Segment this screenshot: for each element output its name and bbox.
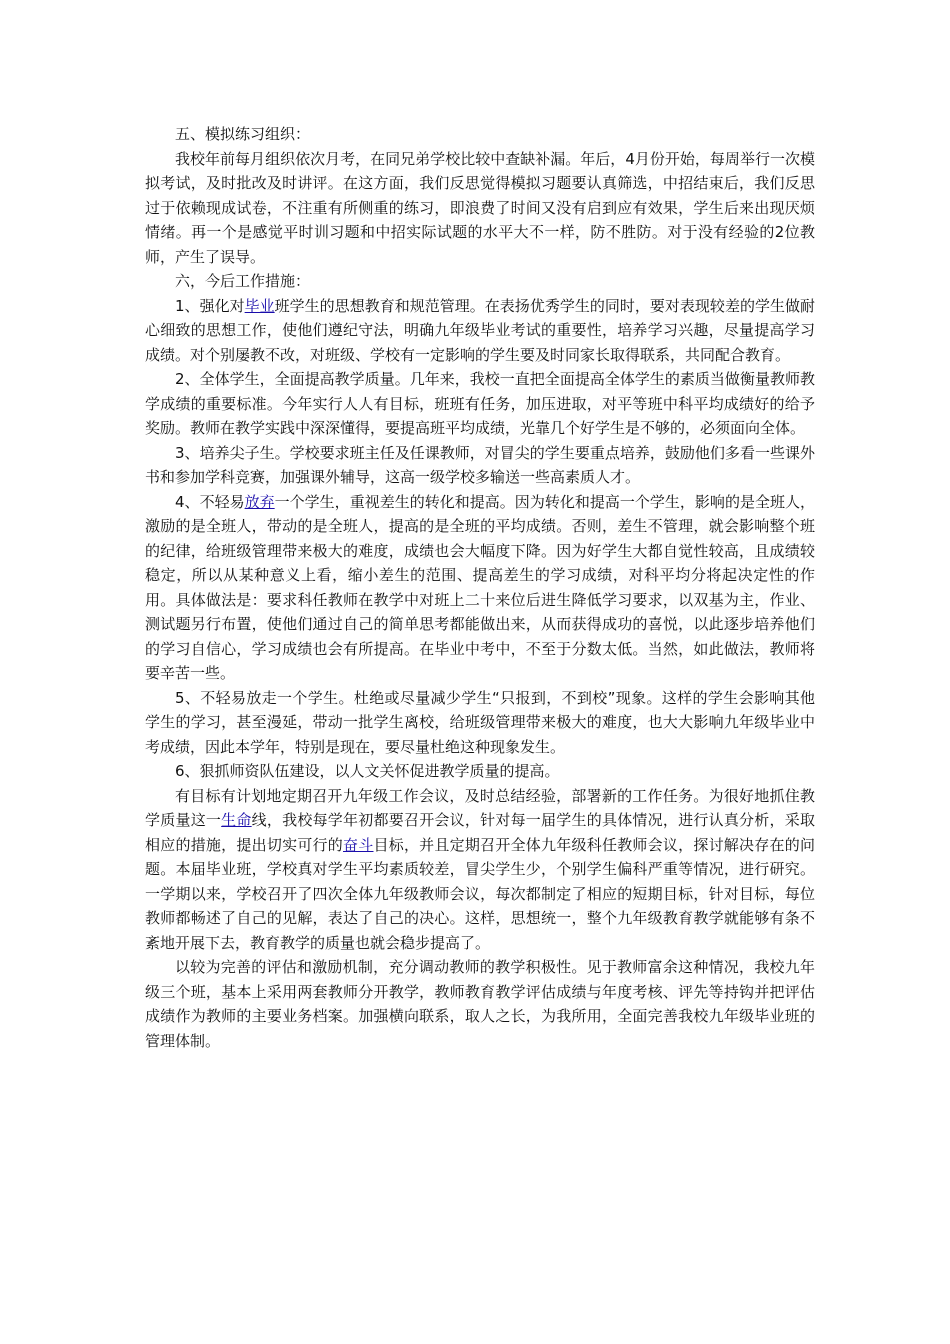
paragraph-measure-1	[145, 294, 815, 368]
paragraph-measure-3	[145, 441, 815, 490]
text-segment: 2、全体学生，全面提高教学质量。几年来，我校一直把全面提高全体学生的素质当做衡量教师教学成绩的重要标准。今年实行人人有目标，班班有任务，加压进取，对平等班中科平均成绩好的给予奖励。教师在教学实践中深深懂得，要提高班平均成绩，光靠几个好学生是不够的，必须面向全体。	[145, 370, 815, 437]
text-segment: 五、模拟练习组织：	[175, 125, 311, 143]
link-strive[interactable]: 奋斗	[343, 835, 374, 854]
section-heading-future-measures	[145, 269, 815, 294]
link-lifeline[interactable]: 生命	[221, 811, 252, 829]
text-segment: 6、狠抓师资队伍建设，以人文关怀促进教学质量的提高。	[175, 762, 560, 780]
text-segment: 一个学生，重视差生的转化和提高。因为转化和提高一个学生，影响的是全班人，激励的是全班人，带动的是全班人，提高的是全班的平均成绩。否则，差生不管理，就会影响整个班的纪律，给班级管理带来极大的难度，成绩也会大幅度下降。因为好学生大都自觉性较高，且成绩较稳定，所以从某种意义上看，缩小差生的范围、提高差生的学习成绩，对科平均分将起决定性的作用。具体做法是：要求科任教师在教学中对班上二十来位后进生降低学习要求，以双基为主，作业、测试题另行布置，使他们通过自己的简单思考都能做出来，从而获得成功的喜悦，以此逐步培养他们的学习自信心，学习成绩也会有所提高。在毕业中考中，不至于分数太低。当然，如此做法，教师将要辛苦一些。	[145, 492, 815, 682]
text-segment: 5、不轻易放走一个学生。杜绝或尽量减少学生“只报到，不到校”现象。这样的学生会影响其他学生的学习，甚至漫延，带动一批学生离校，给班级管理带来极大的难度，也大大影响九年级毕业中考成绩，因此本学年，特别是现在，要尽量杜绝这种现象发生。	[145, 688, 815, 756]
paragraph-measure-6	[145, 759, 815, 784]
text-segment: 我校年前每月组织依次月考，在同兄弟学校比较中查缺补漏。年后，4月份开始，每周举行一次模拟考试，及时批改及时讲评。在这方面，我们反思觉得模拟习题要认真筛选，中招结束后，我们反思过于依赖现成试卷，不注重有所侧重的练习，即浪费了时间又没有启到应有效果，学生后来出现厌烦情绪。再一个是感觉平时训习题和中招实际试题的水平大不一样，防不胜防。对于没有经验的2位教师，产生了误导。	[145, 149, 815, 266]
link-give-up[interactable]: 放弃	[244, 492, 275, 511]
document-body	[145, 122, 815, 1053]
text-segment: 4、不轻易	[175, 492, 245, 511]
paragraph-measure-5	[145, 686, 815, 760]
section-heading-mock-practice	[145, 122, 815, 147]
text-segment: 以较为完善的评估和激励机制，充分调动教师的教学积极性。见于教师富余这种情况，我校九年级三个班，基本上采用两套教师分开教学，教师教育教学评估成绩与年度考核、评先等持钩并把评估成绩作为教师的主要业务档案。加强横向联系，取人之长，为我所用，全面完善我校九年级毕业班的管理体制。	[145, 958, 815, 1050]
text-segment: 六，今后工作措施：	[175, 272, 311, 290]
paragraph-measure-6-detail-a	[145, 784, 815, 956]
paragraph-measure-6-detail-b	[145, 955, 815, 1053]
text-segment: 线，我校每学年初都要召开会议，针对每一届学生的具体情况，进行认真分析，采取相应的措施，提出切实可行的	[145, 811, 815, 854]
paragraph-measure-2	[145, 367, 815, 441]
text-segment: 3、培养尖子生。学校要求班主任及任课教师，对冒尖的学生要重点培养，鼓励他们多看一些课外书和参加学科竞赛，加强课外辅导，这高一级学校多输送一些高素质人才。	[145, 443, 815, 486]
text-segment: 1、强化对	[175, 296, 245, 315]
text-segment: 目标，并且定期召开全体九年级科任教师会议，探讨解决存在的问题。本届毕业班，学校真对学生平均素质较差，冒尖学生少，个别学生偏科严重等情况，进行研究。一学期以来，学校召开了四次全体九年级教师会议，每次都制定了相应的短期目标，针对目标，每位教师都畅述了自己的见解，表达了自己的决心。这样，思想统一，整个九年级教育教学就能够有条不紊地开展下去，教育教学的质量也就会稳步提高了。	[145, 835, 815, 952]
text-segment: 班学生的思想教育和规范管理。在表扬优秀学生的同时，要对表现较差的学生做耐心细致的思想工作，使他们遵纪守法，明确九年级毕业考试的重要性，培养学习兴趣，尽量提高学习成绩。对个别屡教不改，对班级、学校有一定影响的学生要及时同家长取得联系，共同配合教育。	[145, 296, 815, 364]
link-graduation[interactable]: 毕业	[244, 296, 275, 315]
text-segment: 有目标有计划地定期召开九年级工作会议，及时总结经验，部署新的工作任务。为很好地抓住教学质量这一	[145, 786, 815, 829]
paragraph-measure-4	[145, 490, 815, 686]
paragraph-mock-practice	[145, 147, 815, 270]
